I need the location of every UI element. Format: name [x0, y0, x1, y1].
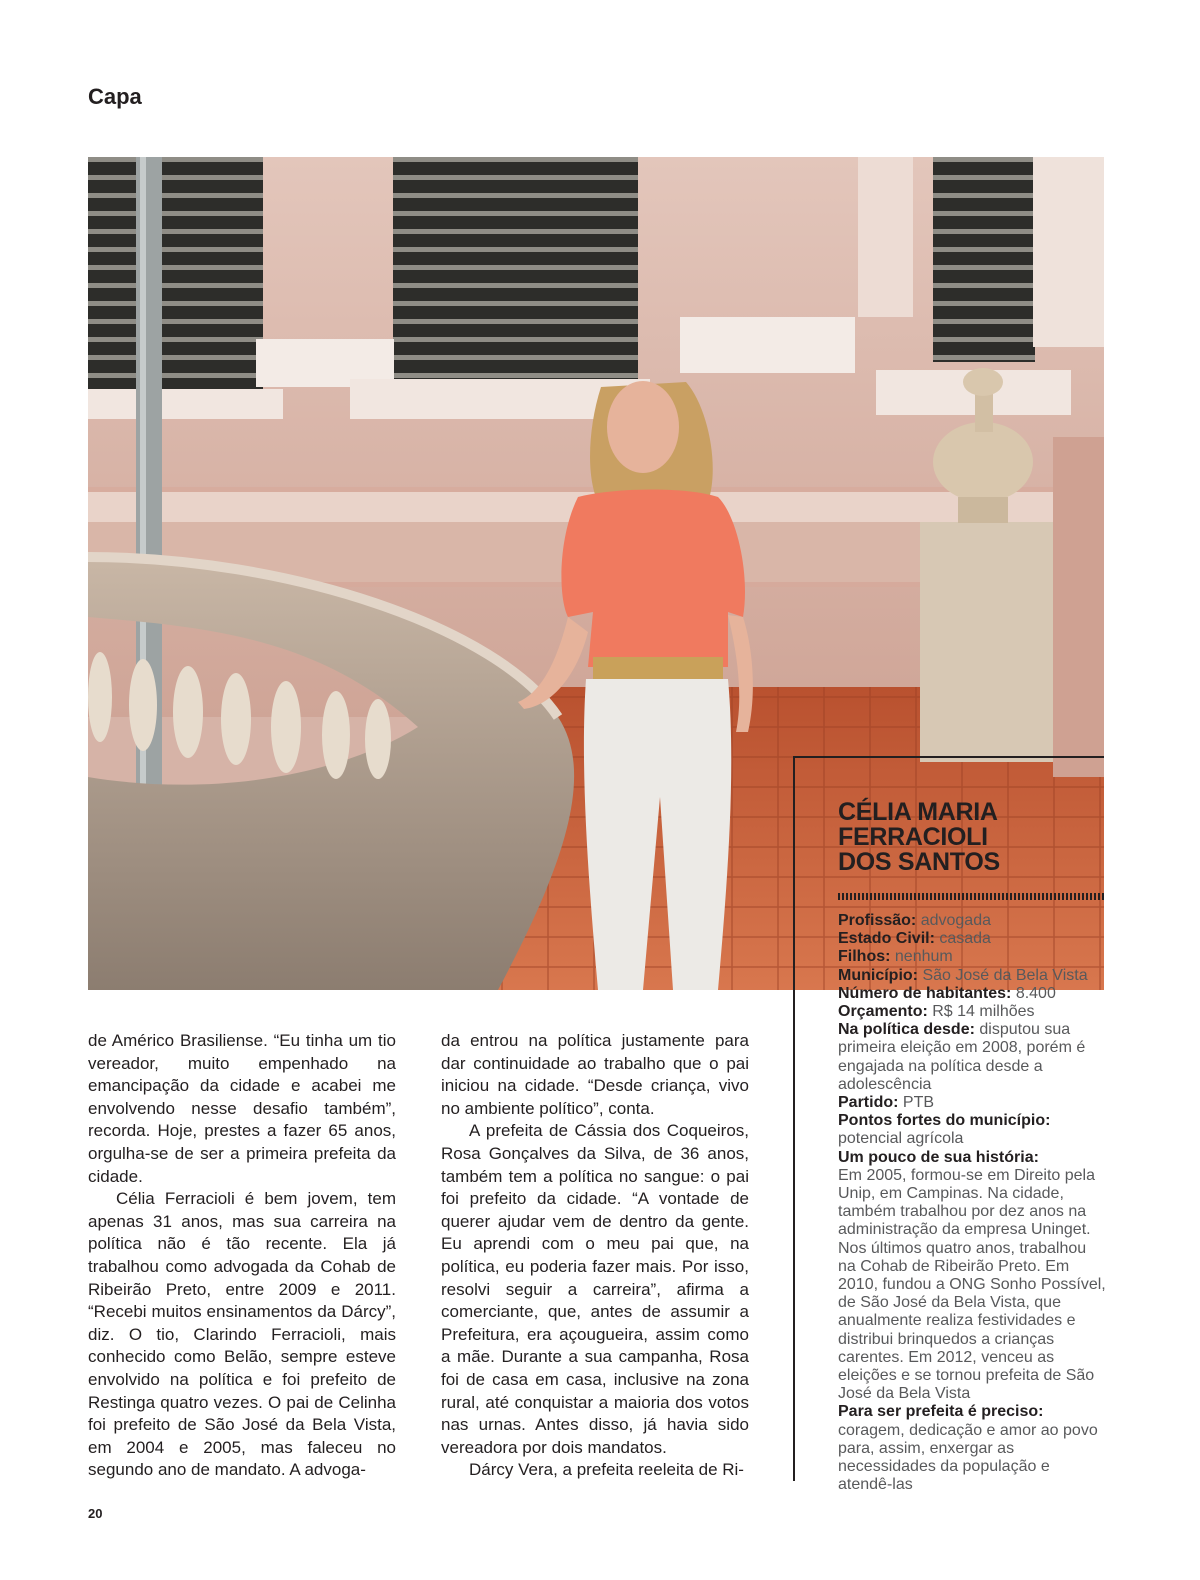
fact-value: disputou sua primeira eleição em 2008, porém é engajada na política desde a adolescência	[838, 1021, 1086, 1093]
fact-label: Estado Civil:	[838, 930, 935, 948]
fact-municipio	[838, 967, 1106, 985]
fact-value: R$ 14 milhões	[932, 1003, 1035, 1021]
fact-label: Município:	[838, 966, 918, 984]
fact-label: Pontos fortes do município:	[838, 1112, 1051, 1130]
profile-box-top-rule	[793, 756, 1104, 758]
section-label: Capa	[88, 84, 142, 109]
fact-politica-desde	[838, 1021, 1106, 1094]
article-paragraph: Dárcy Vera, a prefeita reeleita de Ri-	[469, 1460, 744, 1480]
fact-label: Filhos:	[838, 948, 891, 966]
profile-name-line: DOS SANTOS	[838, 848, 1000, 876]
fact-value: potencial agrícola	[838, 1130, 964, 1148]
fact-value: 8.400	[1015, 984, 1056, 1002]
dotted-divider	[838, 893, 1104, 900]
fact-label: Partido:	[838, 1094, 899, 1112]
fact-value: nenhum	[894, 948, 953, 966]
fact-value: São José da Bela Vista	[922, 966, 1088, 984]
fact-label: Para ser prefeita é preciso:	[838, 1403, 1044, 1421]
article-paragraph: A prefeita de Cássia dos Coqueiros, Rosa Gonçalves da Silva, de 36 anos, também tem a política no sangue: o pai foi prefeito da cidade. “A vontade de querer ajudar vem de dentro da gente. Eu aprendi com o meu pai que, na política, eu poderia fazer mais. Por isso, resolvi seguir a carreira”, afirma a comerciante, que, antes de assumir a Prefeitura, era açougueira, assim como a mãe. Durante a sua campanha, Rosa foi de casa em casa, inclusive na zona rural, até conquistar a maioria dos votos nas urnas. Antes disso, já havia sido vereadora por dois mandatos.	[441, 1121, 749, 1457]
fact-para-ser-prefeita	[838, 1403, 1106, 1494]
fact-estado-civil	[838, 930, 1106, 948]
article-column-2	[441, 1030, 749, 1482]
profile-facts	[838, 912, 1106, 1495]
fact-label: Número de habitantes:	[838, 984, 1012, 1002]
article-paragraph: Célia Ferracioli é bem jovem, tem apenas 31 anos, mas sua carreira na política não é tão recente. Ela já trabalhou como advogada da Cohab de Ribeirão Preto, entre 2009 e 2011. “Recebi muitos ensinamentos da Dárcy”, diz. O tio, Clarindo Ferracioli, mais conhecido como Belão, sempre esteve envolvido na política e foi prefeito de Restinga quatro vezes. O pai de Celinha foi prefeito de São José da Bela Vista, em 2004 e 2005, mas faleceu no segundo ano de mandato. A advoga-	[88, 1189, 396, 1480]
fact-partido	[838, 1094, 1106, 1112]
fact-value: Em 2005, formou-se em Direito pela Unip, em Campinas. Na cidade, também trabalhou por dez anos na administração da empresa Uninget. Nos últimos quatro anos, trabalhou na Cohab de Ribeirão Preto. Em 2010, fundou a ONG Sonho Possível, de São José da Bela Vista, que anualmente realiza festividades e distribui brinquedos a crianças carentes. Em 2012, venceu as eleições e se tornou prefeita de São José da Bela Vista	[838, 1166, 1106, 1403]
fact-label: Um pouco de sua história:	[838, 1148, 1039, 1166]
fact-value: coragem, dedicação e amor ao povo para, assim, enxergar as necessidades da população e atendê-las	[838, 1421, 1098, 1494]
fact-pontos-fortes	[838, 1112, 1106, 1148]
article-paragraph: de Américo Brasiliense. “Eu tinha um tio vereador, muito empenhado na emancipação da cidade e acabei me envolvendo nesse desafio também”, recorda. Hoje, prestes a fazer 65 anos, orgulha-se de ser a primeira prefeita da cidade.	[88, 1031, 396, 1186]
profile-box-left-rule	[793, 757, 795, 1481]
fact-label: Orçamento:	[838, 1003, 928, 1021]
fact-label: Profissão:	[838, 912, 917, 929]
fact-profissao	[838, 912, 1106, 930]
article-paragraph: da entrou na política justamente para dar continuidade ao trabalho que o pai iniciou na cidade. “Desde criança, vivo no ambiente político”, conta.	[441, 1031, 749, 1118]
article-column-1	[88, 1030, 396, 1482]
fact-habitantes	[838, 985, 1106, 1003]
fact-value: casada	[939, 930, 991, 948]
profile-name	[838, 800, 1104, 875]
fact-value: PTB	[902, 1094, 935, 1112]
page-number: 20	[88, 1506, 103, 1521]
fact-historia	[838, 1149, 1106, 1404]
fact-filhos	[838, 948, 1106, 966]
profile-name-line: FERRACIOLI	[838, 823, 988, 851]
fact-label: Na política desde:	[838, 1021, 975, 1039]
fact-value: advogada	[920, 912, 991, 929]
profile-name-line: CÉLIA MARIA	[838, 798, 998, 826]
fact-orcamento	[838, 1003, 1106, 1021]
